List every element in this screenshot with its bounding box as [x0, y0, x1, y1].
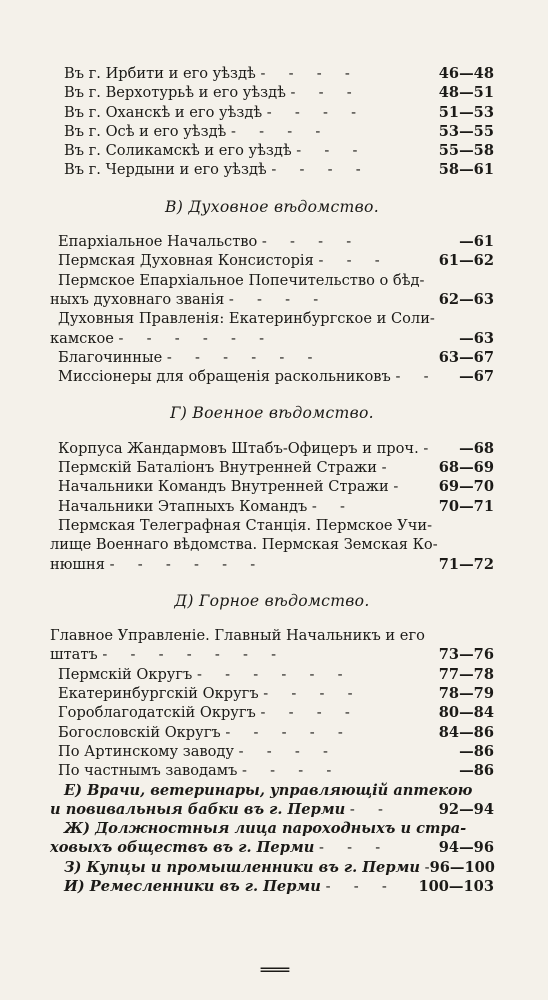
list-item: По частнымъ заводамъ - - - - —86	[58, 762, 494, 780]
list-item: Главное Управленіе. Главный Начальникъ и его штатъ - - - - - - - 73—76	[50, 627, 494, 664]
list-item: Пермская Духовная Консисторія - - - 61—62	[58, 252, 494, 270]
list-item: Е) Врачи, ветеринары, управляющій аптекою и повивальныя бабки въ г. Перми - - 92—94	[50, 781, 494, 818]
list-item: Пермскій Округъ - - - - - - 77—78	[58, 665, 494, 683]
list-item: Миссіонеры для обращенія раскольниковъ - - —67	[58, 368, 494, 386]
list-item: Гороблагодатскій Округъ - - - - 80—84	[58, 704, 494, 722]
list-item: Въ г. Чердыни и его уѣздѣ - - - - 58—61	[64, 161, 494, 179]
list-item: Въ г. Соликамскѣ и его уѣздѣ - - - 55—58	[64, 142, 494, 160]
list-item: Начальники Этапныхъ Командъ - - 70—71	[58, 497, 494, 515]
section-list	[50, 232, 494, 386]
section-heading: В) Духовное вѣдомство.	[165, 197, 379, 216]
list-item: Корпуса Жандармовъ Штабъ-Офицеръ и проч. - —68	[58, 439, 494, 457]
list-item: Начальники Командъ Внутренней Стражи - 69—70	[58, 478, 494, 496]
list-item: Духовныя Правленія: Екатеринбургское и Соли- камское - - - - - - —63	[50, 310, 494, 347]
section-list	[50, 439, 494, 574]
list-item: Пермская Телеграфная Станція. Пермское Учи- лище Военнаго вѣдомства. Пермская Земская Ко- нюшня - - - - - - 71—72	[50, 516, 494, 573]
list-item: Пермское Епархіальное Попечительство о бѣд- ныхъ духовнаго званія - - - - 62—63	[50, 271, 494, 308]
list-item: Пермскій Баталіонъ Внутренней Стражи - 68—69	[58, 459, 494, 477]
list-item: И) Ремесленники въ г. Перми - - - 100—103	[64, 877, 494, 895]
ornament-divider: ═══	[260, 960, 288, 981]
section-heading: Г) Военное вѣдомство.	[170, 404, 374, 423]
section-list	[50, 626, 494, 780]
list-item: З) Купцы и промышленники въ г. Перми - 96—100	[64, 858, 495, 876]
list-item: Въ г. Ирбити и его уѣздѣ - - - - 46—48	[64, 65, 494, 82]
list-item: Въ г. Осѣ и его уѣздѣ - - - - 53—55	[64, 122, 494, 140]
table-of-contents-page	[50, 64, 494, 896]
list-item: Въ г. Оханскѣ и его уѣздѣ - - - - 51—53	[64, 103, 494, 121]
districts-list	[50, 64, 494, 180]
list-item: Екатеринбургскій Округъ - - - - 78—79	[58, 685, 494, 703]
section-heading: Д) Горное вѣдомство.	[174, 591, 370, 610]
list-item: По Артинскому заводу - - - - —86	[58, 742, 494, 760]
list-item: Ж) Должностныя лица пароходныхъ и стра- ховыхъ обществъ въ г. Перми - - - 94—96	[50, 820, 494, 857]
section-list	[50, 781, 494, 897]
list-item: Въ г. Верхотурьѣ и его уѣздѣ - - - 48—51	[64, 84, 494, 102]
list-item: Епархіальное Начальство - - - - —61	[58, 233, 494, 251]
list-item: Благочинные - - - - - - 63—67	[58, 348, 494, 366]
list-item: Богословскій Округъ - - - - - 84—86	[58, 723, 494, 741]
